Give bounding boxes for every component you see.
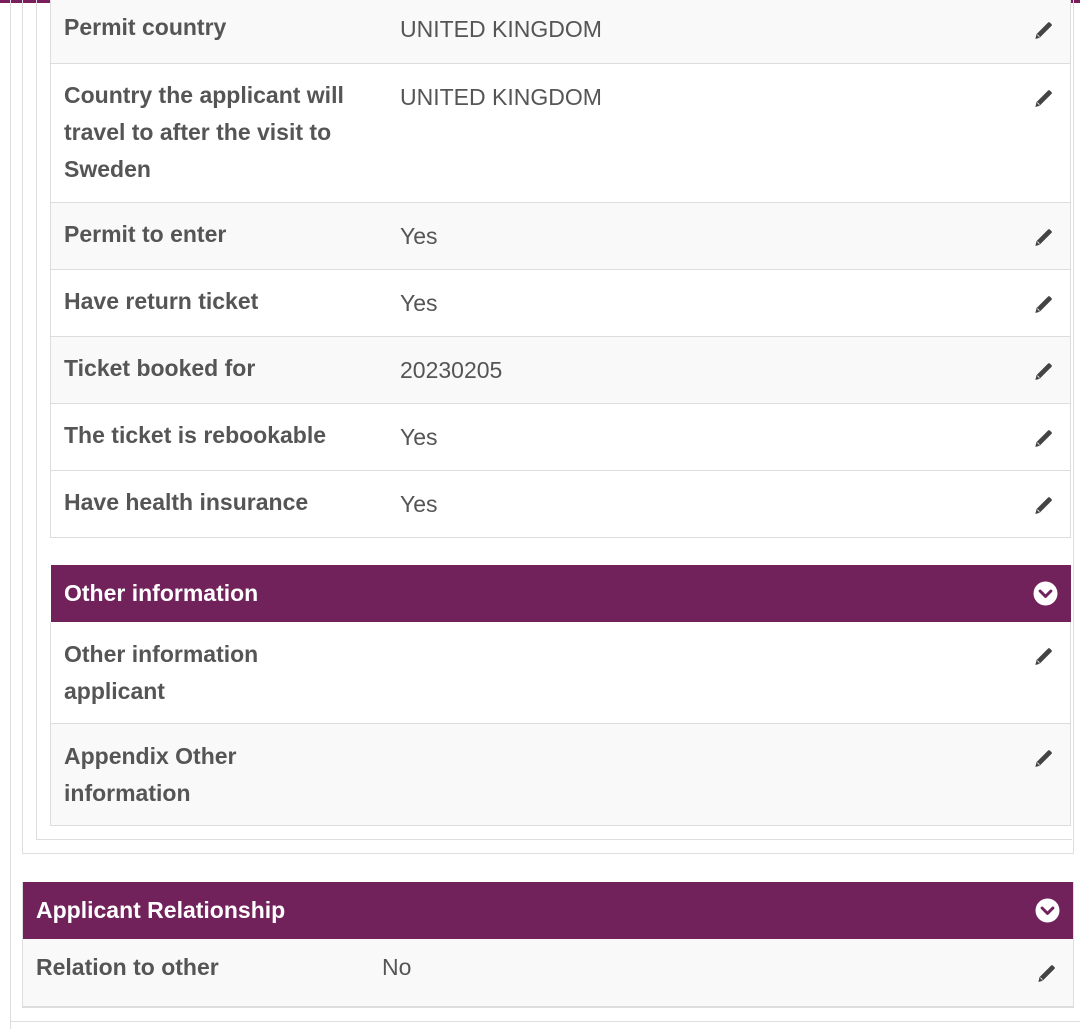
collapse-other-information-button[interactable] — [1033, 581, 1058, 606]
row-label: Ticket booked for — [64, 355, 256, 381]
edit-ticket-booked-for-button[interactable] — [1032, 359, 1056, 383]
section-title: Applicant Relationship — [36, 897, 286, 923]
row-label: Have return ticket — [64, 288, 259, 314]
row-label: Relation to other — [36, 954, 219, 980]
row-value: Yes — [400, 424, 438, 450]
edit-relation-to-other-button[interactable] — [1035, 961, 1059, 985]
row-value: UNITED KINGDOM — [400, 16, 602, 42]
pencil-icon — [1032, 86, 1056, 110]
other-information-table — [50, 622, 1071, 826]
edit-appendix-other-information-button[interactable] — [1032, 746, 1056, 770]
applicant-relationship-table — [23, 939, 1073, 1007]
collapse-applicant-relationship-button[interactable] — [1035, 898, 1060, 923]
row-value: Yes — [400, 223, 438, 249]
pencil-icon — [1032, 359, 1056, 383]
row-value: No — [382, 954, 412, 980]
row-label: Other information applicant — [64, 641, 259, 704]
table-row-ticket-rebookable — [51, 404, 1070, 471]
pencil-icon — [1032, 644, 1056, 668]
row-label: Permit to enter — [64, 221, 227, 247]
applicant-relationship-header[interactable] — [23, 882, 1073, 939]
row-value: Yes — [400, 290, 438, 316]
edit-return-ticket-button[interactable] — [1032, 292, 1056, 316]
outer-panel-border — [10, 0, 11, 1029]
row-label: Country the applicant will travel to after the visit to Sweden — [64, 82, 344, 182]
row-value: UNITED KINGDOM — [400, 84, 602, 110]
edit-next-country-button[interactable] — [1032, 86, 1056, 110]
table-row-permit-country — [51, 0, 1070, 64]
pencil-icon — [1035, 961, 1059, 985]
edit-ticket-rebookable-button[interactable] — [1032, 426, 1056, 450]
table-row-health-insurance — [51, 471, 1070, 538]
row-value: Yes — [400, 491, 438, 517]
pencil-icon — [1032, 493, 1056, 517]
edit-other-information-applicant-button[interactable] — [1032, 644, 1056, 668]
table-row-return-ticket — [51, 270, 1070, 337]
row-label: The ticket is rebookable — [64, 422, 327, 448]
section-title: Other information — [64, 580, 259, 606]
pencil-icon — [1032, 426, 1056, 450]
pencil-icon — [1032, 18, 1056, 42]
chevron-circle-down-icon — [1033, 581, 1058, 606]
row-label: Permit country — [64, 14, 227, 40]
table-row-appendix-other-information — [51, 724, 1070, 826]
table-row-permit-to-enter — [51, 203, 1070, 270]
table-row-other-information-applicant — [51, 622, 1070, 724]
other-information-header[interactable] — [51, 565, 1071, 622]
row-label: Have health insurance — [64, 489, 309, 515]
edit-permit-country-button[interactable] — [1032, 18, 1056, 42]
travel-details-table — [50, 0, 1071, 538]
pencil-icon — [1032, 746, 1056, 770]
edit-permit-to-enter-button[interactable] — [1032, 225, 1056, 249]
row-label: Appendix Other information — [64, 743, 237, 806]
bottom-divider — [10, 1021, 1080, 1022]
edit-health-insurance-button[interactable] — [1032, 493, 1056, 517]
row-value: 20230205 — [400, 357, 503, 383]
table-row-ticket-booked-for — [51, 337, 1070, 404]
chevron-circle-down-icon — [1035, 898, 1060, 923]
pencil-icon — [1032, 225, 1056, 249]
table-row-relation-to-other — [23, 939, 1073, 1007]
table-row-next-country — [51, 64, 1070, 203]
pencil-icon — [1032, 292, 1056, 316]
